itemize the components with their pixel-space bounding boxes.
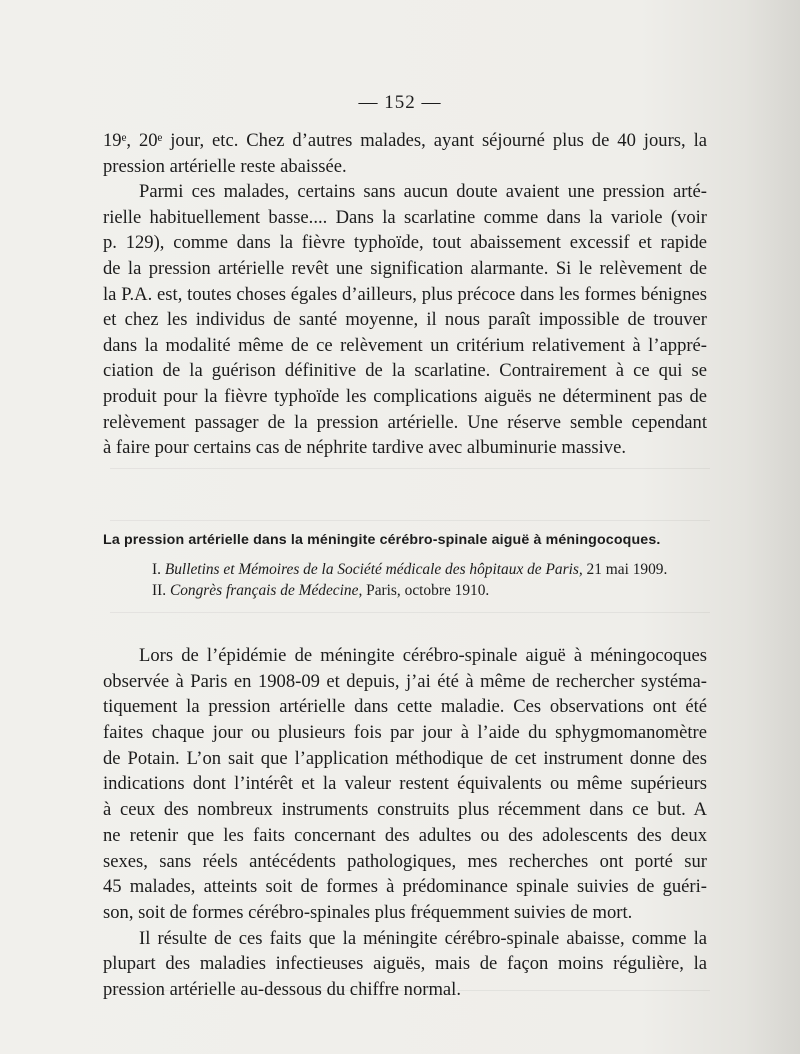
- reference-number: II.: [152, 582, 170, 599]
- text-line: tiquement la pression artérielle dans cette maladie. Ces observations ont été: [103, 696, 707, 718]
- reference-item: [152, 580, 712, 601]
- text-line: rielle habituellement basse.... Dans la scarlatine comme dans la variole (voir: [103, 206, 707, 228]
- reference-details: Paris, octobre 1910.: [362, 582, 490, 599]
- bleed-through-line: [110, 468, 710, 469]
- text-line: ne retenir que les faits concernant des adultes ou des adolescents des deux: [103, 824, 707, 846]
- text-line: Il résulte de ces faits que la méningite cérébro-spinale abaisse, comme la: [139, 927, 707, 949]
- text-line: p. 129), comme dans la fièvre typhoïde, tout abaissement excessif et rapide: [103, 232, 707, 254]
- text-line: de la pression artérielle revêt une signification alarmante. Si le relèvement de: [103, 257, 707, 279]
- text-line: observée à Paris en 1908-09 et depuis, j’ai été à même de rechercher systéma-: [103, 670, 707, 692]
- text-line: dans la modalité même de ce relèvement un critérium relativement à l’appré-: [103, 334, 707, 356]
- reference-title: Congrès français de Médecine,: [169, 582, 363, 599]
- bleed-through-line: [110, 612, 710, 613]
- bleed-through-line: [110, 520, 710, 521]
- text-line: de Potain. L’on sait que l’application méthodique de cet instrument donne des: [103, 747, 707, 769]
- text-line: son, soit de formes cérébro-spinales plus fréquemment suivies de mort.: [103, 901, 633, 923]
- text-line: 19ᵉ, 20ᵉ jour, etc. Chez d’autres malades, ayant séjourné plus de 40 jours, la: [103, 130, 707, 151]
- text-line: 45 malades, atteints soit de formes à prédominance spinale suivies de guéri-: [103, 876, 707, 898]
- text-line: plupart des maladies infectieuses aiguës, mais de façon moins régulière, la: [103, 953, 707, 975]
- reference-title: Bulletins et Mémoires de la Société médicale des hôpitaux de Paris,: [164, 561, 583, 578]
- text-line: Lors de l’épidémie de méningite cérébro-spinale aiguë à méningocoques: [139, 645, 707, 666]
- text-line: ciation de la guérison définitive de la scarlatine. Contrairement à ce qui se: [103, 360, 707, 382]
- references-list: [152, 559, 712, 601]
- text-line: Parmi ces malades, certains sans aucun doute avaient une pression arté-: [139, 181, 707, 203]
- section-heading: La pression artérielle dans la méningite cérébro-spinale aiguë à méningocoques.: [103, 532, 661, 548]
- text-line: faites chaque jour ou plusieurs fois par jour à l’aide du sphygmomanomètre: [103, 722, 707, 744]
- page-number: — 152 —: [358, 92, 442, 113]
- text-line: et chez les individus de santé moyenne, il nous paraît impossible de trouver: [103, 309, 707, 331]
- reference-item: [152, 559, 712, 580]
- text-line: produit pour la fièvre typhoïde les complications aiguës ne déterminent pas de: [103, 385, 707, 407]
- text-line: la P.A. est, toutes choses égales d’ailleurs, plus précoce dans les formes bénignes: [103, 283, 707, 305]
- bottom-text-block: [103, 643, 707, 1003]
- text-line: pression artérielle au-dessous du chiffre normal.: [103, 978, 461, 1000]
- text-line: à faire pour certains cas de néphrite tardive avec albuminurie massive.: [103, 437, 626, 459]
- reference-number: I.: [152, 561, 165, 578]
- text-line: relèvement passager de la pression artérielle. Une réserve semble cependant: [103, 411, 707, 433]
- text-line: à ceux des nombreux instruments construits plus récemment dans ce but. A: [103, 799, 707, 821]
- text-line: indications dont l’intérêt et la valeur restent équivalents ou même supérieurs: [103, 773, 707, 795]
- reference-details: 21 mai 1909.: [582, 561, 668, 578]
- text-line: sexes, sans réels antécédents pathologiques, mes recherches ont porté sur: [103, 850, 707, 872]
- top-text-block: [103, 128, 707, 461]
- text-line: pression artérielle reste abaissée.: [103, 155, 347, 177]
